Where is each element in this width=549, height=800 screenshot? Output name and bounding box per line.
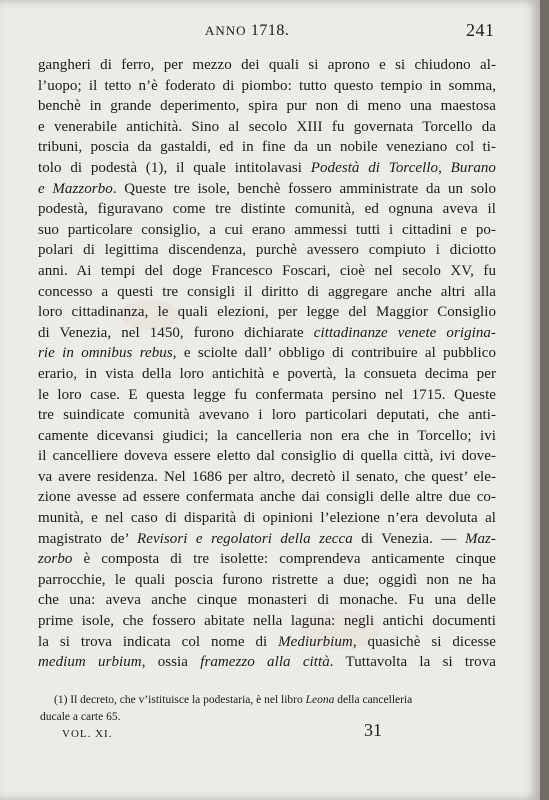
text-run: benchè in grande deperimento, spira pur non di meno una maestosa <box>38 98 496 115</box>
text-run: prime isole, che fossero abitate nella laguna: negli antichi documenti <box>38 613 496 630</box>
text-line <box>38 364 496 385</box>
text-line <box>38 302 496 323</box>
text-line <box>38 199 496 220</box>
text-run: loro cittadinanza, le quali elezioni, per legge del Maggior Consiglio <box>38 304 496 321</box>
text-run: zione avesse ad essere confermata anche dai consigli delle altre due co- <box>38 489 496 506</box>
text-run: della cancelleria <box>334 694 413 706</box>
text-run: l’uopo; il tetto n’è foderato di piombo: tutto questo tempio in somma, <box>38 77 496 94</box>
italic-text: e Mazzorbo <box>38 180 113 197</box>
text-line <box>38 611 496 632</box>
text-run: munità, e nel caso di disparità di opinioni l’elezione n’era devoluta al <box>38 510 496 527</box>
text-line <box>38 55 496 76</box>
text-run: la si trova indicata col nome di <box>38 633 279 650</box>
text-run: concesso a questi tre consigli il diritto di aggregare anche altri alla <box>38 283 496 300</box>
text-run: il cancelliere doveva essere eletto dal consiglio di quella città, ivi dove- <box>38 448 496 465</box>
text-run: magistrato de’ <box>38 530 138 547</box>
italic-text: Maz- <box>464 530 496 547</box>
italic-text: cittadinanze venete origina- <box>313 324 496 341</box>
text-line <box>38 76 496 97</box>
text-run: di Venezia, nel 1450, furono dichiarate <box>38 324 314 341</box>
running-head-label <box>205 22 289 40</box>
text-line <box>38 467 496 488</box>
text-line <box>38 508 496 529</box>
running-head-anno: ANNO <box>205 23 247 38</box>
text-run: polari di legittima discendenza, purchè avessero compiuto i diciotto <box>38 242 496 259</box>
italic-text: Revisori e regolatori della zecca <box>137 530 353 547</box>
italic-text: medium urbium <box>38 654 142 671</box>
text-line <box>38 487 496 508</box>
running-head <box>0 22 540 42</box>
text-line <box>38 117 496 138</box>
italic-text: Mediurbium <box>278 633 353 650</box>
text-line <box>38 220 496 241</box>
text-line <box>38 137 496 158</box>
italic-text: zorbo <box>38 551 73 568</box>
text-run: va avere residenza. Nel 1686 per altro, decretò il senato, che quest’ ele- <box>38 468 496 485</box>
text-run: suo particolare consiglio, a cui erano ammessi tutti i cittadini e po- <box>38 221 496 238</box>
text-line <box>38 446 496 467</box>
text-run: podestà, figuravano come tre distinte comunità, ed ognuna aveva il <box>38 201 496 218</box>
text-run: è composta di tre isolette: comprendeva anticamente cinque <box>72 551 496 568</box>
volume-signature: VOL. XI. <box>62 728 113 740</box>
text-line <box>38 405 496 426</box>
text-run: (1) Il decreto, che v’istituisce la podestaria, è nel libro <box>54 694 306 706</box>
text-run: , ossia <box>141 654 201 671</box>
text-run: di Venezia. — <box>352 530 465 547</box>
text-line <box>38 385 496 406</box>
text-line <box>38 426 496 447</box>
text-run: tribuni, poscia da gastaldi, ed in fine da un nobile veneziano col ti- <box>38 139 496 156</box>
text-line <box>38 590 496 611</box>
text-run: parrocchie, le quali poscia furono ristrette a due; oggidì non ne ha <box>38 571 496 588</box>
text-line <box>38 570 496 591</box>
page-number: 241 <box>466 20 495 40</box>
text-line <box>38 282 496 303</box>
text-run: anni. Ai tempi del doge Francesco Foscari, cioè nel secolo XV, fu <box>38 262 496 279</box>
text-run: tolo di podestà (1), il quale intitolavasi <box>38 159 311 176</box>
text-run: tre suindicate comunità avevano i loro particolari deputati, che anti- <box>38 407 496 424</box>
text-run: . Queste tre isole, benchè fossero amministrate da un solo <box>112 180 496 197</box>
text-line <box>38 240 496 261</box>
text-run: , e sciolte dall’ obbligo di contribuire al pubblico <box>172 345 496 362</box>
running-head-year: 1718. <box>250 22 290 39</box>
italic-text: Leona <box>305 694 335 706</box>
text-line <box>38 96 496 117</box>
italic-text: Podestà di Torcello, Burano <box>310 159 496 176</box>
signature-number: 31 <box>364 720 382 740</box>
italic-text: framezzo alla città <box>200 654 330 671</box>
text-line <box>38 261 496 282</box>
text-line <box>38 632 496 653</box>
body-text <box>38 55 496 673</box>
text-run: . Tuttavolta la si trova <box>329 654 496 671</box>
text-line <box>38 343 496 364</box>
footnote-line <box>40 692 498 709</box>
text-run: gangheri di ferro, per mezzo dei quali si aprono e si chiudono al- <box>38 57 496 73</box>
text-run: le loro case. E questa legge fu confermata persino nel 1715. Queste <box>38 386 496 403</box>
text-line <box>38 158 496 179</box>
text-line <box>38 323 496 344</box>
text-run: che una: aveva anche cinque monasteri di monache. Fu una delle <box>38 592 496 609</box>
text-line <box>38 549 496 570</box>
italic-text: rie in omnibus rebus <box>38 345 173 362</box>
text-run: erario, in vista della loro antichità e povertà, la consueta decima per <box>38 365 496 382</box>
text-line <box>38 652 496 673</box>
footnote <box>40 692 498 726</box>
text-line <box>38 179 496 200</box>
text-run: e venerabile antichità. Sino al secolo XIII fu governata Torcello da <box>38 118 496 135</box>
text-run: , quasichè si dicesse <box>352 633 496 650</box>
text-line <box>38 529 496 550</box>
text-run: camente dicevansi giudici; la cancelleria non era che in Torcello; ivi <box>38 427 496 444</box>
footnote-line: ducale a carte 65. <box>40 711 121 723</box>
